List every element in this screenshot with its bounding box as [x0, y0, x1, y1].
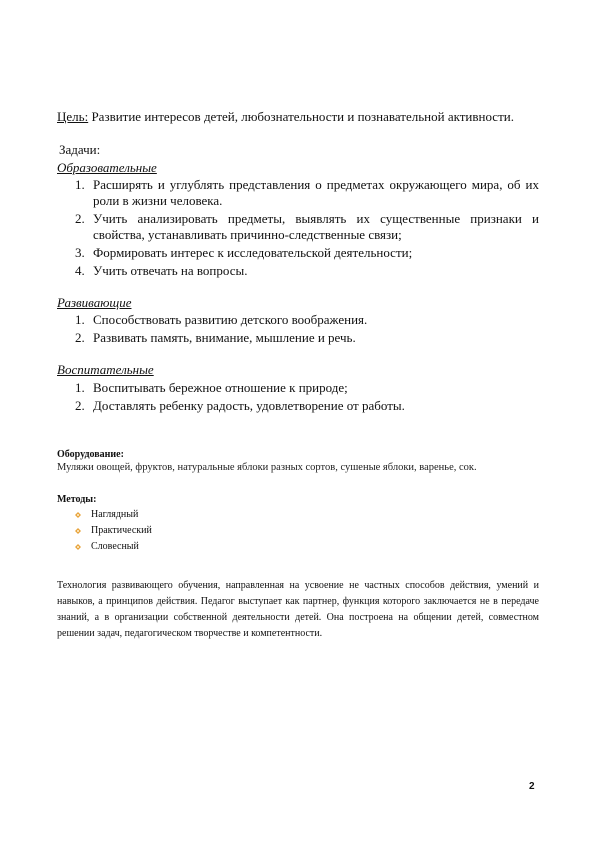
category-upbringing: Воспитательные	[57, 362, 154, 377]
list-item-text: Способствовать развитию детского воображения.	[93, 312, 368, 327]
list-item	[57, 177, 539, 209]
list-item-number: 2.	[75, 330, 85, 345]
list-item	[57, 330, 539, 346]
bullet-icon	[75, 512, 81, 518]
list-item-text: Доставлять ребенку радость, удовлетворение от работы.	[93, 398, 405, 413]
method-label: Словесный	[91, 541, 139, 552]
list-item	[57, 380, 539, 396]
list-item-number: 1.	[75, 380, 85, 395]
list-item-text: Учить анализировать предметы, выявлять их существенные признаки и свойства, устанавливать причинно-следственные связи;	[93, 211, 539, 242]
educational-list	[57, 177, 539, 281]
list-item-number: 1.	[75, 312, 85, 327]
list-item	[57, 398, 539, 414]
list-item	[57, 211, 539, 243]
tasks-title: Задачи:	[59, 142, 101, 157]
list-item-number: 4.	[75, 263, 85, 278]
equipment-title: Оборудование:	[57, 449, 124, 460]
list-item-text: Развивать память, внимание, мышление и речь.	[93, 330, 356, 345]
method-item	[57, 507, 152, 523]
methods-title: Методы:	[57, 494, 97, 505]
category-educational: Образовательные	[57, 160, 157, 175]
method-label: Наглядный	[91, 509, 139, 520]
list-item	[57, 263, 539, 279]
upbringing-list	[57, 380, 539, 416]
bullet-icon	[75, 544, 81, 550]
methods-list	[57, 507, 152, 555]
category-developing: Развивающие	[57, 295, 132, 310]
list-item-text: Учить отвечать на вопросы.	[93, 263, 248, 278]
method-item	[57, 539, 152, 555]
list-item-number: 1.	[75, 177, 85, 192]
goal-text: Развитие интересов детей, любознательности и познавательной активности.	[88, 109, 514, 124]
technology-paragraph: Технология развивающего обучения, направленная на усвоение не частных способов действия, умений и навыков, а принципов действия. Педагог выступает как партнер, функция которого заключается не в передаче знаний, а в организации собственной деятельности детей. Она построена на общении детей, совместном решении задач, педагогическом творчестве и компетентности.	[57, 580, 539, 639]
goal-paragraph	[57, 109, 539, 125]
list-item-number: 3.	[75, 245, 85, 260]
bullet-icon	[75, 528, 81, 534]
method-label: Практический	[91, 525, 152, 536]
method-item	[57, 523, 152, 539]
list-item	[57, 312, 539, 328]
list-item-number: 2.	[75, 398, 85, 413]
developing-list	[57, 312, 539, 348]
list-item-text: Формировать интерес к исследовательской деятельности;	[93, 245, 413, 260]
goal-label: Цель:	[57, 109, 89, 124]
list-item	[57, 245, 539, 261]
list-item-text: Воспитывать бережное отношение к природе;	[93, 380, 348, 395]
list-item-number: 2.	[75, 211, 85, 226]
list-item-text: Расширять и углублять представления о предметах окружающего мира, об их роли в жизни человека.	[93, 177, 539, 208]
page-number: 2	[529, 781, 535, 792]
equipment-text: Муляжи овощей, фруктов, натуральные яблоки разных сортов, сушеные яблоки, варенье, сок.	[57, 462, 477, 473]
